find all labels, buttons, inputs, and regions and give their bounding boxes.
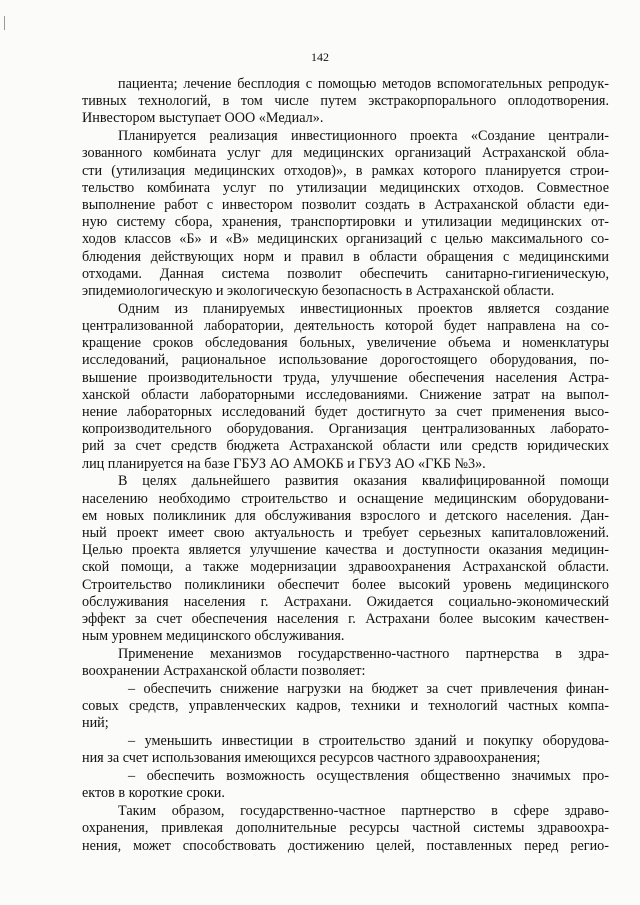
text-line: В целях дальнейшего развития оказания квалифицированной помощи	[118, 473, 609, 490]
text-line: нение лабораторных исследований будет достигнуто за счет применения высо-	[82, 404, 609, 421]
text-line: Планируется реализация инвестиционного проекта «Создание централи-	[118, 128, 609, 145]
paragraph	[82, 803, 609, 855]
text-line: Применение механизмов государственно-частного партнерства в здра-	[118, 646, 609, 663]
text-line: Инвестором выступает ООО «Медиал».	[82, 110, 324, 127]
text-line: ний;	[82, 715, 109, 732]
text-line: Одним из планируемых инвестиционных проектов является создание	[118, 300, 609, 317]
text-line: ходов классов «Б» и «В» медицинских организаций с целью максимального со-	[82, 231, 609, 248]
text-line: ния за счет использования имеющихся ресурсов частного здравоохранения;	[82, 750, 541, 767]
paragraph	[82, 128, 609, 300]
scan-artifact	[4, 16, 5, 30]
text-line: – уменьшить инвестиции в строительство зданий и покупку оборудова-	[128, 733, 609, 750]
text-line: ем новых поликлиник для обслуживания взрослого и детского населения. Дан-	[82, 507, 609, 524]
body-text	[82, 76, 609, 855]
text-line: блюдения действующих норм и правил в области обращения с медицинскими	[82, 248, 609, 265]
text-line: ской помощи, а также модернизации здравоохранения Астраханской области.	[82, 559, 609, 576]
text-line: – обеспечить возможность осуществления общественно значимых про-	[128, 768, 609, 785]
paragraph	[82, 681, 609, 733]
text-line: Таким образом, государственно-частное партнерство в сфере здраво-	[118, 803, 609, 820]
text-line: ным уровнем медицинского обслуживания.	[82, 628, 345, 645]
text-line: ную систему сбора, хранения, транспортировки и утилизации медицинских от-	[82, 214, 609, 231]
text-line: тельство комбината услуг по утилизации медицинских отходов. Совместное	[82, 179, 609, 196]
text-line: выполнение работ с инвестором позволит создать в Астраханской области еди-	[82, 197, 609, 214]
text-line: кращение сроков обследования больных, увеличение объема и номенклатуры	[82, 335, 609, 352]
paragraph	[82, 646, 609, 680]
text-line: ный проект имеет свою актуальность и требует серьезных капиталовложений.	[82, 525, 609, 542]
text-line: нения, может способствовать достижению целей, поставленных перед регио-	[82, 837, 609, 854]
paragraph	[82, 301, 609, 473]
text-line: отходами. Данная система позволит обеспечить санитарно-гигиеническую,	[82, 265, 609, 282]
text-line: сти (утилизация медицинских отходов)», в рамках которого планируется строи-	[82, 162, 609, 179]
text-line: обслуживания населения г. Астрахани. Ожидается социально-экономический	[82, 593, 609, 610]
paragraph	[82, 733, 609, 767]
text-line: совых средств, управленческих кадров, техники и технологий частных компа-	[82, 698, 609, 715]
text-line: вышение производительности труда, улучшение обеспечения населения Астра-	[82, 369, 609, 386]
paragraph	[82, 473, 609, 645]
text-line: исследований, рациональное использование дорогостоящего оборудования, по-	[82, 352, 609, 369]
text-line: ханской области лабораторными исследованиями. Снижение затрат на выпол-	[82, 386, 609, 403]
paragraph	[82, 768, 609, 802]
text-line: ектов в короткие сроки.	[82, 785, 225, 802]
text-line: рий за счет средств бюджета Астраханской области или средств юридических	[82, 438, 609, 455]
text-line: пациента; лечение бесплодия с помощью методов вспомогательных репродук-	[118, 76, 609, 92]
text-line: Строительство поликлиники обеспечит более высокий уровень медицинского	[82, 576, 609, 593]
text-line: копроизводительного оборудования. Организация централизованных лаборато-	[82, 421, 609, 438]
text-line: населению необходимо строительство и оснащение медицинским оборудовани-	[82, 490, 609, 507]
text-line: зованного комбината услуг для медицинских организаций Астраханской обла-	[82, 145, 609, 162]
text-line: воохранении Астраханской области позволяет:	[82, 663, 366, 680]
text-line: охранения, привлекая дополнительные ресурсы частной системы здравоохра-	[82, 820, 609, 837]
paragraph	[82, 76, 609, 128]
text-line: – обеспечить снижение нагрузки на бюджет за счет привлечения финан-	[128, 681, 609, 698]
text-line: централизованной лаборатории, деятельность которой будет направлена на со-	[82, 318, 609, 335]
page-number: 142	[311, 50, 329, 64]
text-line: Целью проекта является улучшение качества и доступности оказания медицин-	[82, 542, 609, 559]
text-line: эффект за счет обеспечения населения г. Астрахани более высоким качествен-	[82, 611, 609, 628]
text-line: эпидемиологическую и экологическую безопасность в Астраханской области.	[82, 283, 555, 300]
text-line: лиц планируется на базе ГБУЗ АО АМОКБ и ГБУЗ АО «ГКБ №3».	[82, 455, 486, 472]
text-line: тивных технологий, в том числе путем экстракорпорального оплодотворения.	[82, 93, 609, 110]
